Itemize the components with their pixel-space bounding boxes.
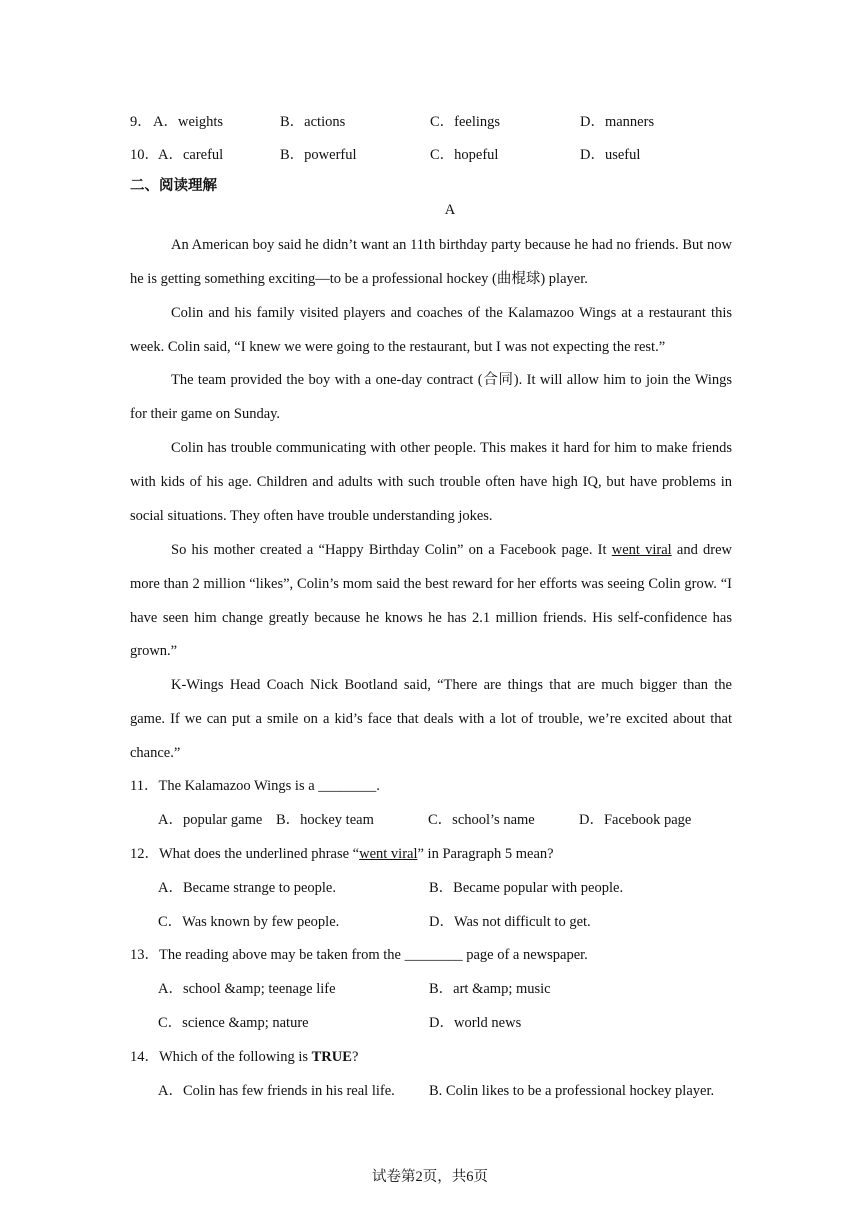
- passage-label: A: [444, 202, 456, 218]
- option-a: A．Became strange to people.: [158, 880, 336, 896]
- stem-text: 14．Which of the following is: [130, 1049, 312, 1065]
- paragraph-3: The team provided the boy with a one-day contract (合同). It will allow him to join the Wings for their game on Sunday.: [130, 372, 732, 422]
- stem-text-end: ” in Paragraph 5 mean?: [417, 846, 554, 862]
- question-14-options-row-1: [158, 1081, 760, 1101]
- option-a: A．Colin has few friends in his real life.: [158, 1083, 395, 1099]
- question-10-row: [130, 145, 732, 165]
- underlined-phrase: went viral: [611, 542, 672, 558]
- underlined-phrase: went viral: [359, 846, 418, 862]
- question-number: 10．: [130, 147, 159, 163]
- option-a: A．school &amp; teenage life: [158, 981, 336, 997]
- option-c: C．science &amp; nature: [158, 1015, 309, 1031]
- option-c: C．feelings: [430, 114, 501, 130]
- question-9-row: [130, 112, 732, 132]
- option-b: B．powerful: [280, 147, 357, 163]
- question-12-options-row-2: [158, 912, 760, 932]
- question-13-options-row-2: [158, 1013, 760, 1033]
- paragraph-5: [130, 534, 732, 669]
- question-13-options-row-1: [158, 979, 760, 999]
- paragraph-2: Colin and his family visited players and coaches of the Kalamazoo Wings at a restaurant this week. Colin said, “I knew we were going to the restaurant, but I was not expecting the rest.”: [130, 305, 732, 355]
- option-d: D．Was not difficult to get.: [429, 914, 591, 930]
- option-b: B．hockey team: [276, 812, 374, 828]
- option-c: C．hopeful: [430, 147, 499, 163]
- question-11-stem: 11．The Kalamazoo Wings is a ________.: [130, 778, 380, 794]
- question-11-options: [158, 810, 760, 830]
- option-c: C．Was known by few people.: [158, 914, 340, 930]
- page-footer: 试卷第2页，共6页: [372, 1169, 488, 1185]
- paragraph-4: [130, 432, 732, 533]
- option-b: B. Colin likes to be a professional hockey player.: [429, 1083, 715, 1099]
- section-heading: 二、阅读理解: [130, 178, 217, 194]
- option-b: B．actions: [280, 114, 346, 130]
- paragraph-1: An American boy said he didn’t want an 11th birthday party because he had no friends. But now he is getting something exciting—to be a professional hockey (曲棍球) player.: [130, 237, 732, 287]
- option-c: C．school’s name: [428, 812, 535, 828]
- option-b: B．Became popular with people.: [429, 880, 624, 896]
- option-b: B．art &amp; music: [429, 981, 551, 997]
- paragraph-5-text: So his mother created a “Happy Birthday Colin” on a Facebook page. It: [171, 542, 612, 558]
- option-d: D．world news: [429, 1015, 522, 1031]
- paragraph-5-text-end: and drew more than 2 million “likes”, Colin’s mom said the best reward for her efforts was seeing Colin grow. “I have seen him change greatly because he knows he has 2.1 million friends. His self-confidence has grown.”: [130, 542, 732, 660]
- question-number: 9．: [130, 114, 152, 130]
- option-d: D．Facebook page: [579, 812, 692, 828]
- stem-bold: TRUE: [311, 1049, 352, 1065]
- question-13-stem: 13．The reading above may be taken from the ________ page of a newspaper.: [130, 947, 588, 963]
- question-12-options-row-1: [158, 878, 760, 898]
- option-d: D．useful: [580, 147, 641, 163]
- option-d: D．manners: [580, 114, 655, 130]
- stem-text-end: ?: [351, 1049, 359, 1065]
- option-a: A．weights: [153, 114, 224, 130]
- stem-text: 12．What does the underlined phrase “: [130, 846, 360, 862]
- question-12-stem: [130, 844, 750, 864]
- option-a: A．popular game: [158, 812, 263, 828]
- option-a: A．careful: [158, 147, 224, 163]
- paragraph-4-text: Colin has trouble communicating with other people. This makes it hard for him to make friends with kids of his age. Children and adults with such trouble often have high IQ, but have problems in social situations. They often have trouble understanding jokes.: [130, 440, 732, 524]
- question-14-stem: [130, 1047, 750, 1067]
- paragraph-6: K-Wings Head Coach Nick Bootland said, “There are things that are much bigger than the game. If we can put a smile on a kid’s face that deals with a lot of trouble, we’re excited about that chance.”: [130, 677, 732, 761]
